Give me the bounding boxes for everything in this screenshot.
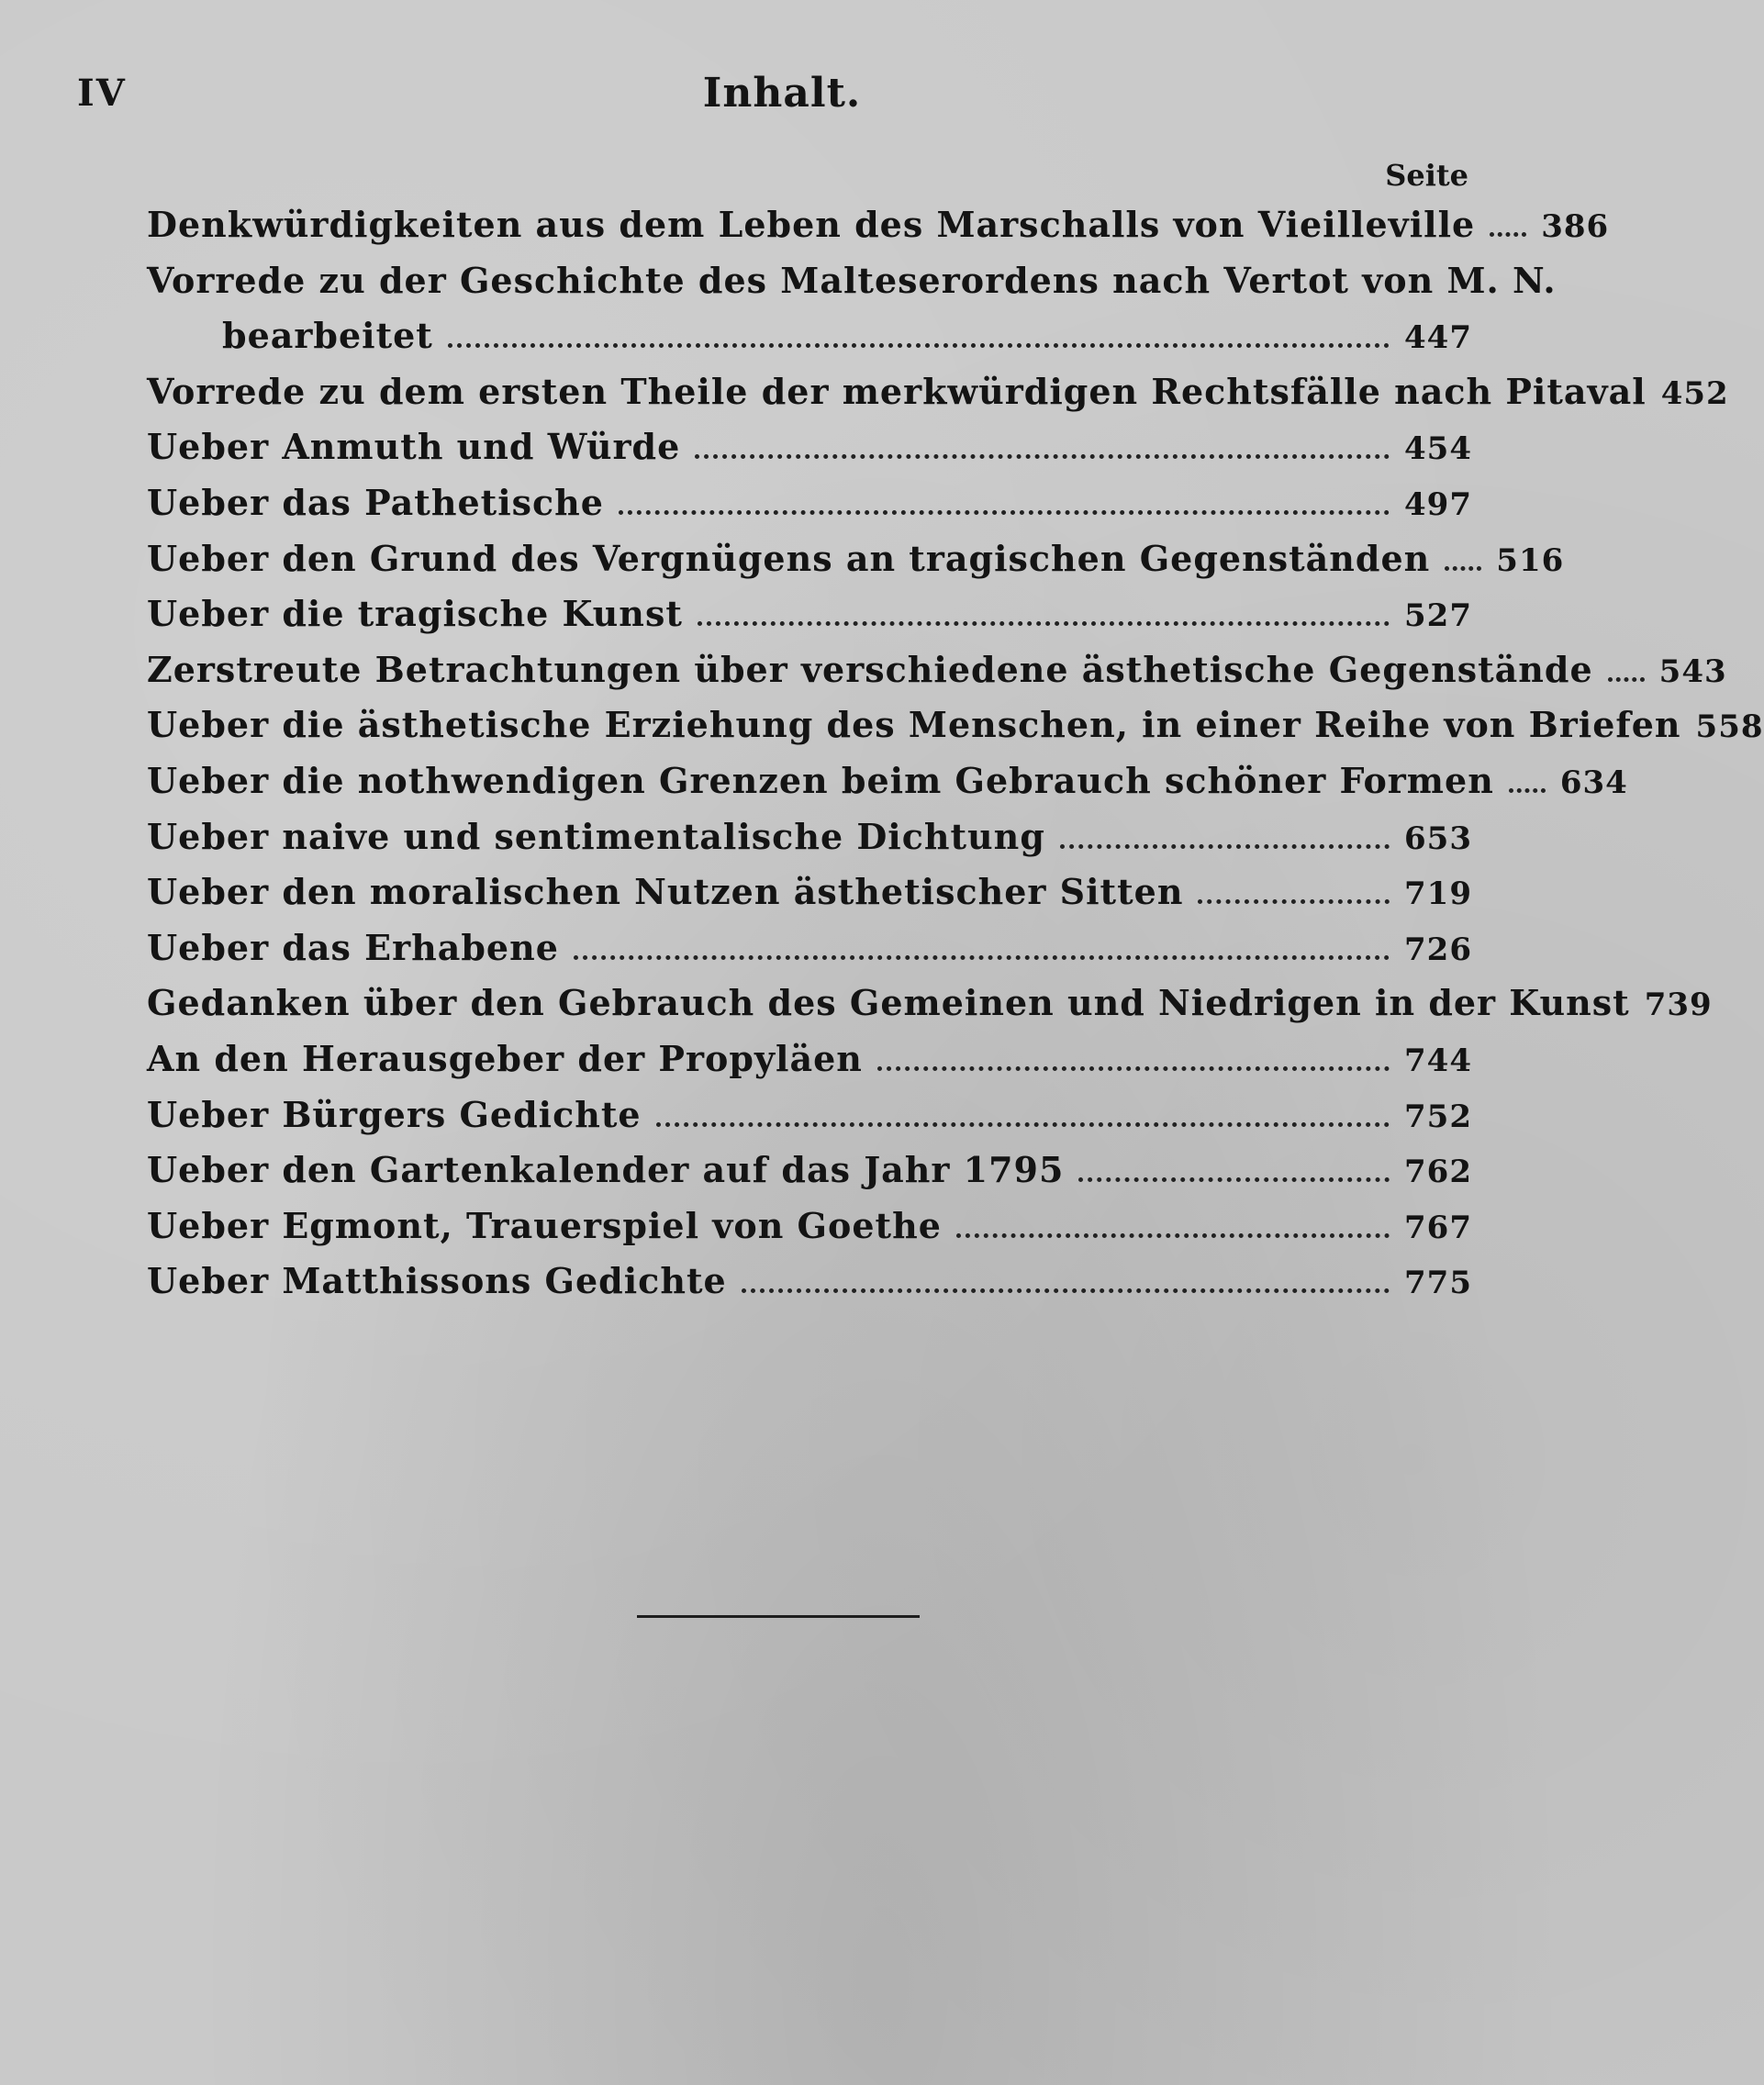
toc-entry-page: 775 [1404, 1265, 1472, 1302]
toc-entry [147, 482, 1472, 538]
toc-entry-title: Ueber die nothwendigen Grenzen beim Gebrauch schöner Formen [147, 759, 1494, 801]
toc-entry [147, 927, 1472, 983]
toc-entry-page: 739 [1644, 987, 1713, 1024]
toc-entry-page: 516 [1496, 541, 1565, 579]
toc-entry-title: Vorrede zu dem ersten Theile der merkwürdigen Rechtsfälle nach Pitaval [147, 370, 1647, 412]
toc-entry-page: 527 [1404, 597, 1472, 635]
toc-entry-page: 386 [1541, 208, 1610, 245]
toc-entry-page: 452 [1660, 374, 1729, 412]
table-of-contents [147, 204, 1764, 1316]
toc-entry-page: 558 [1695, 708, 1764, 746]
toc-leader-dots [656, 1122, 1390, 1127]
toc-leader-dots [574, 955, 1390, 960]
toc-entry [147, 982, 1713, 1038]
toc-entry-title: Ueber Egmont, Trauerspiel von Goethe [147, 1204, 942, 1246]
separator-rule [637, 1615, 920, 1618]
toc-leader-dots [1060, 844, 1390, 849]
toc-leader-dots [1490, 232, 1526, 237]
toc-entry-title: Zerstreute Betrachtungen über verschiedene ästhetische Gegenstände [147, 648, 1593, 690]
toc-entry-page: 447 [1404, 319, 1472, 357]
toc-entry [147, 204, 1610, 260]
page-number: IV [77, 72, 127, 115]
toc-entry-title: Gedanken über den Gebrauch des Gemeinen und Niedrigen in der Kunst [147, 982, 1630, 1024]
toc-entry [147, 759, 1628, 816]
toc-entry-title: Ueber den Gartenkalender auf das Jahr 1795 [147, 1149, 1065, 1191]
toc-entry [147, 1094, 1472, 1150]
toc-entry-title: Ueber Matthissons Gedichte [147, 1260, 727, 1302]
toc-entry-title: Ueber das Erhabene [147, 926, 559, 968]
toc-entry [147, 370, 1729, 427]
toc-entry-page: 744 [1404, 1042, 1472, 1079]
toc-entry-page: 726 [1404, 931, 1472, 968]
toc-entry-title: Vorrede zu der Geschichte des Malteserordens nach Vertot von M. N. [147, 259, 1557, 301]
toc-entry [147, 426, 1472, 482]
toc-entry-page: 634 [1559, 764, 1628, 801]
toc-entry-page: 762 [1404, 1154, 1472, 1191]
toc-entry-page: 653 [1404, 820, 1472, 857]
toc-leader-dots [1078, 1177, 1390, 1182]
toc-entry [147, 593, 1472, 649]
toc-entry [147, 259, 1557, 316]
toc-leader-dots [956, 1233, 1390, 1238]
toc-entry-page: 497 [1404, 485, 1472, 523]
toc-entry-title: Ueber Bürgers Gedichte [147, 1093, 642, 1135]
toc-entry-title: Ueber das Pathetische [147, 481, 604, 523]
toc-entry [147, 871, 1472, 927]
toc-entry-title: An den Herausgeber der Propyläen [147, 1037, 863, 1079]
toc-entry [147, 1038, 1472, 1094]
toc-entry-title: Ueber den Grund des Vergnügens an tragischen Gegenständen [147, 537, 1431, 579]
toc-entry [147, 1149, 1472, 1205]
toc-entry-continuation [147, 315, 1472, 371]
toc-leader-dots [1198, 899, 1390, 904]
toc-entry-page: 719 [1404, 875, 1472, 913]
toc-leader-dots [877, 1066, 1390, 1071]
toc-entry [147, 1205, 1472, 1261]
toc-leader-dots [1608, 677, 1645, 682]
toc-leader-dots [1509, 788, 1546, 793]
page-column-label: Seite [1385, 158, 1468, 193]
toc-entry-page: 454 [1404, 430, 1472, 468]
toc-entry-title: Ueber den moralischen Nutzen ästhetischer Sitten [147, 871, 1184, 913]
toc-leader-dots [619, 510, 1390, 515]
toc-leader-dots [1445, 566, 1481, 571]
page-title: Inhalt. [702, 70, 862, 117]
toc-entry [147, 648, 1727, 705]
toc-entry-page: 543 [1658, 652, 1727, 690]
toc-entry-page: 767 [1404, 1209, 1472, 1246]
toc-entry-title: Denkwürdigkeiten aus dem Leben des Marschalls von Vieilleville [147, 204, 1476, 245]
toc-leader-dots [742, 1288, 1390, 1293]
toc-entry-title: Ueber die ästhetische Erziehung des Menschen, in einer Reihe von Briefen [147, 704, 1681, 746]
toc-entry [147, 537, 1565, 594]
toc-leader-dots [698, 621, 1390, 626]
toc-leader-dots [448, 343, 1390, 348]
toc-entry [147, 704, 1764, 760]
toc-leader-dots [695, 454, 1390, 459]
toc-entry-title: Ueber die tragische Kunst [147, 593, 683, 635]
toc-entry-title: Ueber naive und sentimentalische Dichtung [147, 815, 1045, 857]
toc-entry [147, 1260, 1472, 1316]
toc-entry [147, 816, 1472, 872]
toc-entry-title: Ueber Anmuth und Würde [147, 426, 681, 468]
toc-entry-page: 752 [1404, 1098, 1472, 1135]
toc-entry-title: bearbeitet [222, 315, 433, 357]
